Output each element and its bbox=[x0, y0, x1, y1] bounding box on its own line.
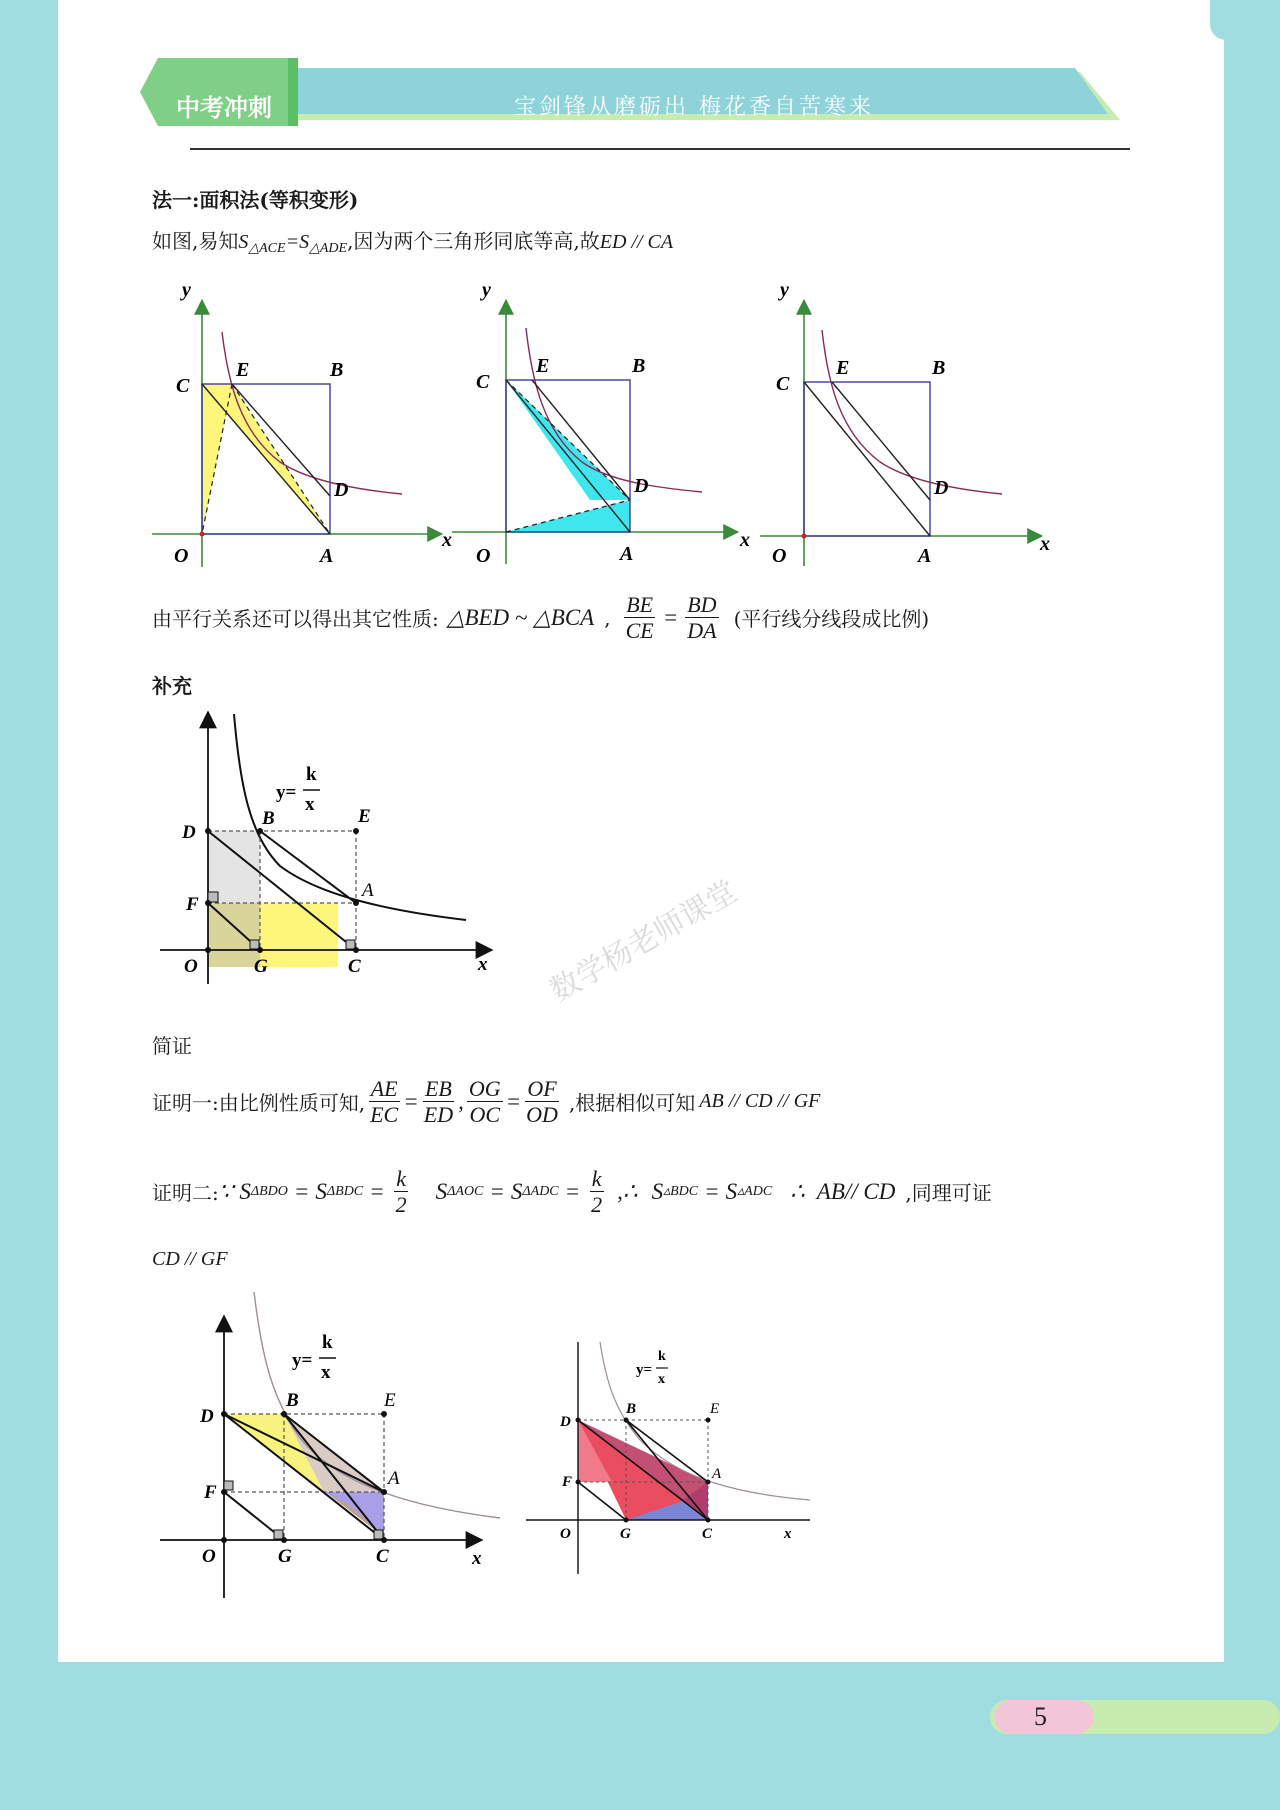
fig2-curve bbox=[526, 328, 702, 492]
fig3-label-b: B bbox=[932, 357, 946, 379]
header-motto: 宝剑锋从磨砺出 梅花香自苦寒来 bbox=[514, 95, 874, 120]
fig6-label-g: G bbox=[620, 1526, 631, 1542]
proof2-because: ∵ bbox=[218, 1178, 234, 1204]
proof1-frac-4 bbox=[524, 1076, 560, 1128]
method-title: 法一:面积法(等积变形) bbox=[152, 188, 359, 212]
proof2-s3-sub: ΔAOC bbox=[447, 1183, 484, 1199]
fig1-point-o bbox=[200, 532, 205, 537]
fig4-point-a bbox=[353, 900, 359, 906]
property-frac-2 bbox=[685, 592, 718, 644]
proof2-frac-2 bbox=[589, 1166, 604, 1218]
fig1-label-o: O bbox=[174, 545, 189, 567]
fig5-func-y: y= bbox=[292, 1350, 313, 1371]
fig5-point-o bbox=[221, 1537, 227, 1543]
fig4-label-e: E bbox=[358, 806, 371, 827]
fig1-label-d: D bbox=[334, 479, 349, 501]
proof2-k1: k bbox=[396, 1166, 407, 1191]
fig3-label-o: O bbox=[772, 545, 787, 567]
proof1-f2-den: ED bbox=[423, 1102, 454, 1128]
property-eq: = bbox=[662, 604, 679, 630]
fig1-label-c: C bbox=[176, 375, 190, 397]
fig2-label-c: C bbox=[476, 371, 490, 393]
fig3-label-d: D bbox=[934, 477, 949, 499]
fig4-point-o bbox=[205, 947, 211, 953]
intro-mid: ,因为两个三角形同底等高,故 bbox=[347, 229, 600, 253]
proof1-f1-den: EC bbox=[370, 1102, 399, 1128]
fig5-point-a bbox=[381, 1489, 387, 1495]
fig4-func-x: x bbox=[305, 794, 315, 815]
fig6-label-b: B bbox=[626, 1401, 637, 1417]
fig5-label-a: A bbox=[388, 1468, 400, 1489]
fig1-label-y: y bbox=[182, 279, 191, 301]
fig5-func-x: x bbox=[321, 1362, 331, 1383]
proof2-eq3: = bbox=[489, 1178, 505, 1204]
fig2-label-b: B bbox=[632, 355, 646, 377]
fig6-label-x: x bbox=[784, 1526, 792, 1542]
fig4-right-angle-c bbox=[346, 940, 355, 949]
header-badge: 中考冲刺 bbox=[176, 94, 272, 122]
intro-s1-sub: △ACE bbox=[248, 241, 286, 256]
frac1-den: CE bbox=[625, 618, 654, 644]
fig4-label-o: O bbox=[184, 956, 198, 977]
proof2-s1-sub: ΔBDO bbox=[250, 1183, 288, 1199]
intro-s2: S bbox=[299, 231, 310, 253]
proof1-frac-3 bbox=[467, 1076, 503, 1128]
fig4-point-e bbox=[353, 828, 359, 834]
proof1-f2-num: EB bbox=[424, 1076, 452, 1101]
figure-6 bbox=[520, 1340, 820, 1580]
proof2-eq4: = bbox=[564, 1178, 581, 1204]
fig4-label-a: A bbox=[362, 880, 374, 901]
fig4-label-b: B bbox=[262, 808, 275, 829]
fig5-label-b: B bbox=[286, 1390, 299, 1411]
fig5-label-x: x bbox=[472, 1548, 482, 1569]
proof1-frac-1 bbox=[368, 1076, 400, 1128]
figure-1 bbox=[140, 272, 460, 572]
fig5-label-e: E bbox=[384, 1390, 396, 1411]
fig1-label-a: A bbox=[320, 545, 334, 567]
proof2-frac-1 bbox=[394, 1166, 409, 1218]
fig3-point-o bbox=[802, 534, 807, 539]
fig4-label-x: x bbox=[478, 954, 488, 975]
proof2-s2: S bbox=[315, 1178, 327, 1204]
fig4-point-c bbox=[353, 947, 359, 953]
proof2-s4-sub: ΔADC bbox=[522, 1183, 559, 1199]
fig2-label-x: x bbox=[740, 529, 750, 551]
frac2-num: BD bbox=[687, 592, 717, 617]
fig5-right-angle-c bbox=[374, 1530, 383, 1539]
fig5-line-bc bbox=[284, 1414, 384, 1540]
fig6-point-e bbox=[706, 1418, 711, 1423]
fig4-label-g: G bbox=[254, 956, 268, 977]
fig4-label-f: F bbox=[186, 894, 199, 915]
proof1-f3-den: OC bbox=[469, 1102, 501, 1128]
proof2-s1: S bbox=[239, 1178, 251, 1204]
fig4-line-ba bbox=[260, 831, 356, 903]
fig3-curve bbox=[822, 330, 1002, 494]
fig4-right-angle-g bbox=[250, 940, 259, 949]
fig1-label-b: B bbox=[330, 359, 344, 381]
proof2-prefix: 证明二: bbox=[152, 1181, 219, 1206]
fig5-point-e bbox=[381, 1411, 387, 1417]
fig6-point-f bbox=[576, 1480, 581, 1485]
watermark: 数学杨老师课堂 bbox=[544, 873, 744, 1010]
proof2-two1: 2 bbox=[395, 1192, 407, 1218]
fig6-label-f: F bbox=[562, 1474, 573, 1490]
proof2-s3: S bbox=[435, 1178, 448, 1204]
fig6-label-e: E bbox=[710, 1401, 720, 1417]
proof2-therefore2: ∴ bbox=[790, 1178, 805, 1204]
supplement-title: 补充 bbox=[152, 674, 192, 698]
proof2-eq5: = bbox=[704, 1178, 720, 1204]
fig6-point-a bbox=[706, 1480, 711, 1485]
proof2-s5: S bbox=[651, 1178, 664, 1204]
fig4-func-y: y= bbox=[276, 782, 297, 803]
proof2-suffix: ,同理可证 bbox=[905, 1181, 992, 1206]
fig5-line-da bbox=[224, 1414, 384, 1492]
fig5-point-g bbox=[281, 1537, 287, 1543]
fig4-label-c: C bbox=[348, 956, 361, 977]
figure-3 bbox=[740, 272, 1060, 572]
proof2-s4: S bbox=[510, 1178, 523, 1204]
fig6-label-c: C bbox=[702, 1526, 713, 1542]
proof2-s2-sub: ΔBDC bbox=[326, 1183, 364, 1199]
proof2-s6: S bbox=[725, 1178, 738, 1204]
fig5-label-c: C bbox=[376, 1546, 389, 1567]
method-intro bbox=[152, 225, 673, 257]
fig1-label-e: E bbox=[236, 359, 250, 381]
fig5-right-angle-g bbox=[274, 1530, 283, 1539]
fig4-label-d: D bbox=[182, 822, 196, 843]
fig4-point-f bbox=[205, 900, 211, 906]
fig6-point-c bbox=[706, 1518, 711, 1523]
fig6-label-o: O bbox=[560, 1526, 571, 1542]
property-frac-1 bbox=[624, 592, 656, 644]
fig4-point-g bbox=[257, 947, 263, 953]
fig5-point-c bbox=[381, 1537, 387, 1543]
brief-title: 简证 bbox=[152, 1034, 192, 1058]
fig4-point-d bbox=[205, 828, 211, 834]
proof1-eq2: = bbox=[505, 1088, 522, 1114]
proof1-f3-num: OG bbox=[468, 1076, 501, 1101]
proof2-k2: k bbox=[591, 1166, 602, 1191]
fig6-func-x: x bbox=[658, 1372, 665, 1387]
fig6-func-y: y= bbox=[636, 1362, 653, 1378]
proof2-eq1: = bbox=[293, 1178, 310, 1204]
proof1-conclusion: AB // CD // GF bbox=[699, 1090, 821, 1113]
header-rule bbox=[190, 148, 1130, 150]
proof2-s5-sub: ▵BDC bbox=[663, 1184, 699, 1200]
proof2-conclusion: AB// CD bbox=[816, 1178, 896, 1204]
fig3-label-a: A bbox=[918, 545, 932, 567]
fig2-label-a: A bbox=[620, 543, 634, 565]
property-note: (平行线分线段成比例) bbox=[733, 607, 930, 632]
fig6-point-b bbox=[624, 1418, 629, 1423]
fig2-line-ca bbox=[506, 380, 630, 532]
fig5-label-f: F bbox=[204, 1482, 217, 1503]
proof1-f1-num: AE bbox=[370, 1076, 398, 1101]
proof1-comma: , bbox=[458, 1088, 464, 1114]
fig5-point-b bbox=[281, 1411, 287, 1417]
frac2-den: DA bbox=[687, 618, 717, 644]
fig5-label-d: D bbox=[200, 1406, 214, 1427]
fig2-label-d: D bbox=[634, 475, 649, 497]
intro-eq: = bbox=[285, 231, 300, 253]
proof1-f4-num: OF bbox=[527, 1076, 557, 1101]
fig6-point-g bbox=[624, 1518, 629, 1523]
property-line bbox=[152, 592, 929, 644]
fig6-label-a: A bbox=[712, 1466, 722, 1482]
proof1-frac-2 bbox=[422, 1076, 455, 1128]
figure-4 bbox=[150, 706, 500, 986]
proof2-line2: CD // GF bbox=[152, 1248, 228, 1270]
fig1-line-ed bbox=[232, 384, 330, 496]
proof1-f4-den: OD bbox=[526, 1102, 558, 1128]
fig6-point-d bbox=[576, 1418, 581, 1423]
proof1-prefix: 证明一:由比例性质可知, bbox=[152, 1091, 366, 1116]
property-similar: △BED ~ △BCA bbox=[446, 604, 595, 630]
fig3-label-y: y bbox=[780, 279, 789, 301]
intro-s2-sub: △ADE bbox=[309, 241, 348, 256]
fig4-yellow-rect bbox=[260, 903, 338, 967]
fig5-label-o: O bbox=[202, 1546, 216, 1567]
property-comma: , bbox=[604, 605, 611, 630]
fig3-label-x: x bbox=[1040, 533, 1050, 555]
figure-2 bbox=[440, 272, 760, 572]
fig5-right-angle-f bbox=[224, 1481, 233, 1490]
proof2-two2: 2 bbox=[591, 1192, 603, 1218]
fig2-label-o: O bbox=[476, 545, 491, 567]
proof-one bbox=[152, 1076, 820, 1128]
fig5-func-k: k bbox=[322, 1332, 333, 1353]
proof1-suffix: ,根据相似可知 bbox=[568, 1091, 696, 1116]
fig1-label-x: x bbox=[442, 529, 452, 551]
page-number: 5 bbox=[1034, 1702, 1047, 1731]
intro-prefix: 如图,易知 bbox=[152, 229, 239, 253]
fig4-func-k: k bbox=[306, 764, 317, 785]
fig3-line-ed bbox=[832, 382, 930, 500]
proof2-eq2: = bbox=[369, 1178, 385, 1204]
fig4-olive-rect bbox=[208, 903, 260, 967]
figure-5 bbox=[150, 1288, 510, 1608]
property-prefix: 由平行关系还可以得出其它性质: bbox=[152, 607, 439, 632]
fig3-line-ca bbox=[804, 382, 930, 536]
fig3-label-e: E bbox=[836, 357, 850, 379]
fig5-label-g: G bbox=[278, 1546, 292, 1567]
fig6-label-d: D bbox=[560, 1414, 571, 1430]
proof1-eq1: = bbox=[403, 1088, 419, 1114]
intro-s1: S bbox=[238, 231, 249, 253]
fig5-point-f bbox=[221, 1489, 227, 1495]
fig2-label-y: y bbox=[482, 279, 491, 301]
fig5-point-d bbox=[221, 1411, 227, 1417]
proof2-s6-sub: ▵ADC bbox=[737, 1184, 773, 1200]
intro-conclusion: ED // CA bbox=[599, 231, 674, 253]
fig6-func-k: k bbox=[658, 1349, 666, 1364]
proof-two bbox=[152, 1166, 992, 1218]
fig2-label-e: E bbox=[536, 355, 550, 377]
proof2-therefore1: ,∴ bbox=[617, 1178, 638, 1204]
fig3-label-c: C bbox=[776, 373, 790, 395]
fig1-line-ca bbox=[202, 384, 330, 534]
frac1-num: BE bbox=[626, 592, 654, 617]
